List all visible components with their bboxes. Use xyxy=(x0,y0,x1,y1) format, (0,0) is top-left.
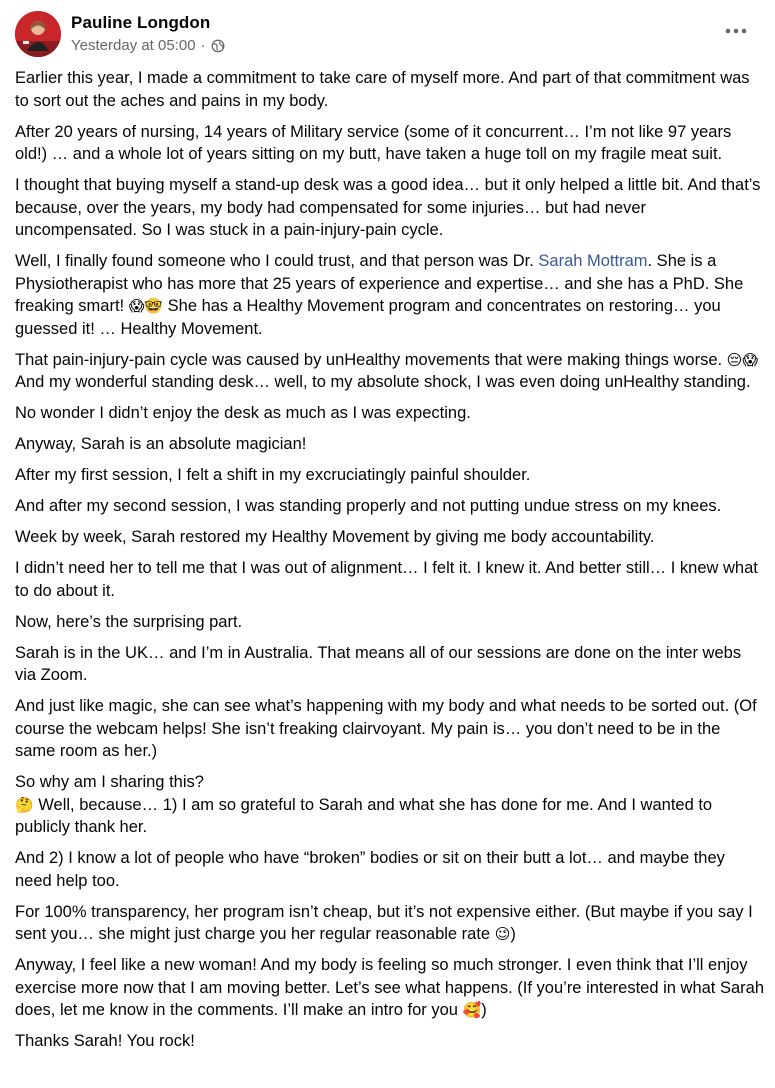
paragraph xyxy=(15,771,765,839)
avatar[interactable] xyxy=(15,11,61,57)
author-name[interactable]: Pauline Longdon xyxy=(71,13,211,32)
text: . She is a Physiotherapist who has more that 25 years of experience and expertise… and she has a PhD. She freaking smart! xyxy=(15,252,744,315)
text: And my wonderful standing desk… well, to my absolute shock, I was even doing unHealthy standing. xyxy=(15,373,751,391)
post-header xyxy=(15,11,760,61)
paragraph: And just like magic, she can see what’s happening with my body and what needs to be sorted out. (Of course the webcam helps! She isn’t freaking clairvoyant. My pain is… you don’t need to be in the same room as her.) xyxy=(15,697,757,760)
text: ) xyxy=(510,925,516,943)
paragraph: Sarah is in the UK… and I’m in Australia. That means all of our sessions are done on the inter webs via Zoom. xyxy=(15,643,742,684)
paragraph: And 2) I know a lot of people who have “broken” bodies or sit on their butt a lot… and maybe they need help too. xyxy=(15,849,725,890)
text: For 100% transparency, her program isn’t cheap, but it’s not expensive either. (But maybe if you say I sent you… she might just charge you her regular reasonable rate xyxy=(15,902,753,943)
emoji: 😔😱 xyxy=(726,350,758,369)
emoji: 🥰 xyxy=(462,1001,482,1019)
post-timestamp[interactable]: Yesterday at 05:00 xyxy=(71,37,196,54)
text: So why am I sharing this? xyxy=(15,773,204,791)
paragraph: I didn’t need her to tell me that I was out of alignment… I felt it. I knew it. And better still… I knew what to do about it. xyxy=(15,559,758,600)
text: ) xyxy=(481,1001,487,1019)
emoji: 😉 xyxy=(494,925,511,943)
emoji: 🤔 xyxy=(15,795,34,814)
paragraph xyxy=(15,250,765,340)
text: Anyway, I feel like a new woman! And my body is feeling so much stronger. I even think that I’ll enjoy exercise more now that I am moving better. Let’s see what happens. (If you’re interested in what Sarah does, let me know in the comments. I’ll make an intro for you xyxy=(15,956,765,1019)
text: That pain-injury-pain cycle was caused by unHealthy movements that were making things worse. xyxy=(15,350,727,369)
paragraph: Earlier this year, I made a commitment to take care of myself more. And part of that commitment was to sort out the aches and pains in my body. xyxy=(15,69,750,110)
mention-link[interactable]: Sarah Mottram xyxy=(538,252,648,270)
text: Well, because… 1) I am so grateful to Sarah and what she has done for me. And I wanted to publicly thank her. xyxy=(15,795,713,836)
paragraph: No wonder I didn’t enjoy the desk as much as I was expecting. xyxy=(15,404,471,422)
paragraph: After my first session, I felt a shift in my excruciatingly painful shoulder. xyxy=(15,466,531,484)
paragraph: Week by week, Sarah restored my Healthy Movement by giving me body accountability. xyxy=(15,528,655,546)
paragraph: And after my second session, I was standing properly and not putting undue stress on my knees. xyxy=(15,497,722,515)
text: Well, I finally found someone who I could trust, and that person was Dr. xyxy=(15,252,539,270)
paragraph: Thanks Sarah! You rock! xyxy=(15,1032,195,1050)
globe-icon[interactable] xyxy=(211,39,225,53)
meta-separator: · xyxy=(200,37,206,54)
post-meta xyxy=(71,37,225,54)
paragraph xyxy=(15,954,765,1022)
paragraph xyxy=(15,901,765,946)
post-body xyxy=(15,67,765,1061)
paragraph: Now, here’s the surprising part. xyxy=(15,612,243,631)
paragraph xyxy=(15,349,765,394)
emoji: 😱🤓 xyxy=(128,297,164,315)
more-options-icon[interactable] xyxy=(722,21,750,41)
paragraph: After 20 years of nursing, 14 years of Military service (some of it concurrent… I’m not like 97 years old!) … and a whole lot of years sitting on my butt, have taken a huge toll on my fragile meat suit. xyxy=(15,122,732,163)
text: She has a Healthy Movement program and concentrates on restoring… you guessed it! … Healthy Movement. xyxy=(15,297,721,338)
paragraph: Anyway, Sarah is an absolute magician! xyxy=(15,435,307,453)
avatar-image xyxy=(15,11,61,57)
paragraph: I thought that buying myself a stand-up desk was a good idea… but it only helped a little bit. And that’s because, over the years, my body had compensated for some injuries… but had never uncompensated. So I was stuck in a pain-injury-pain cycle. xyxy=(15,176,761,239)
